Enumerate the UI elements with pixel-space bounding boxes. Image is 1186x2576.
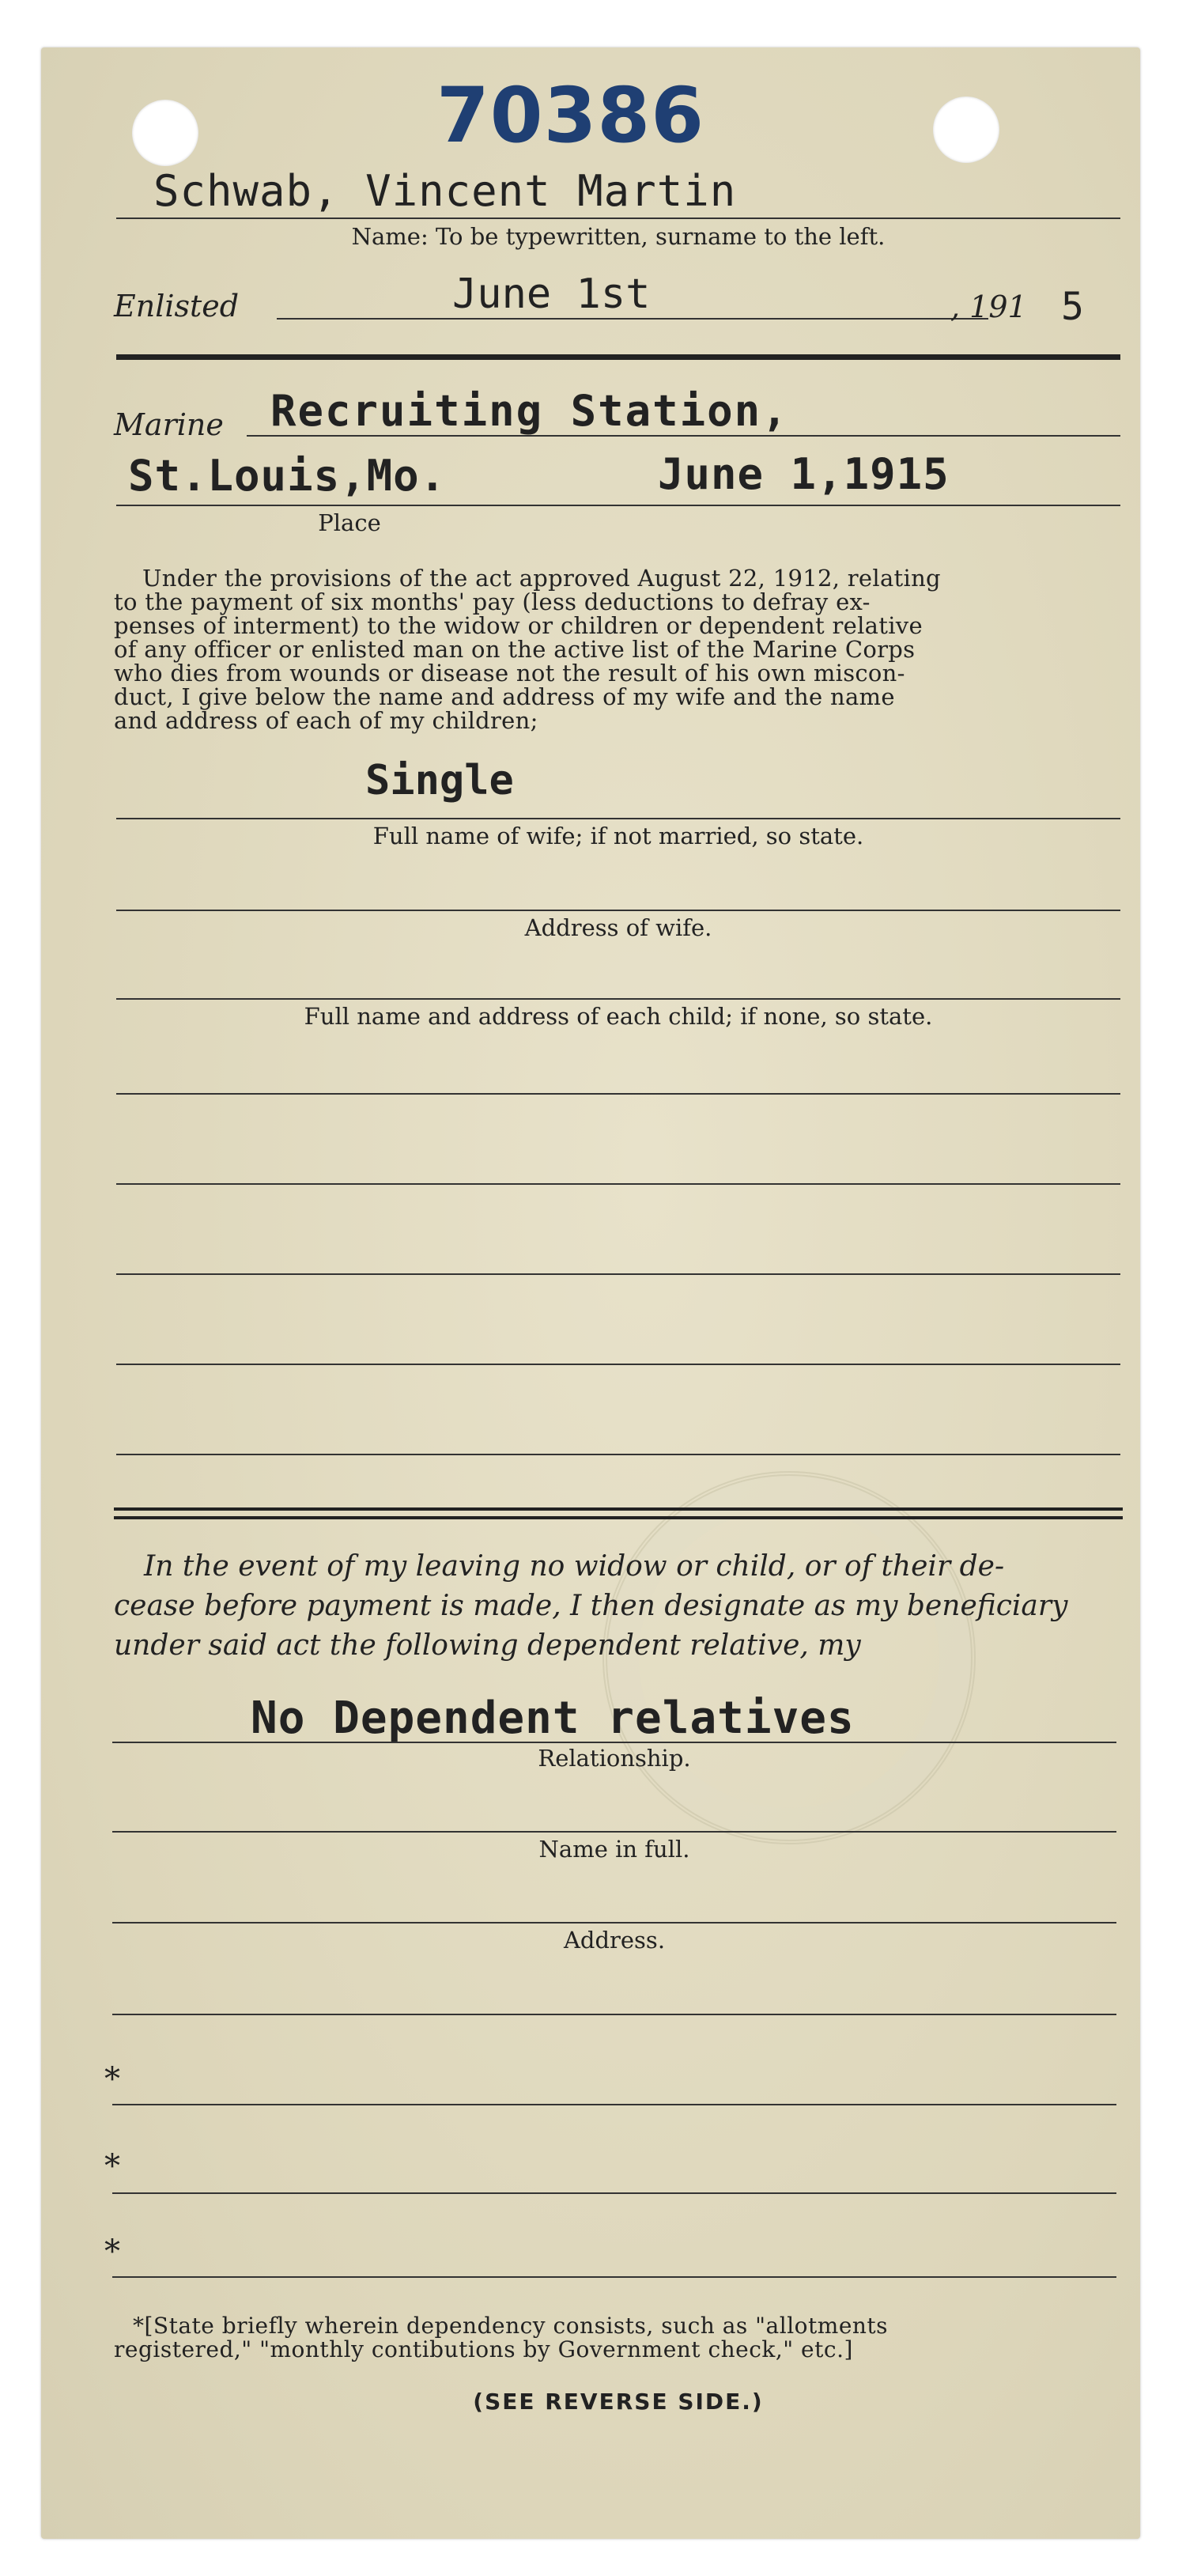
station-place: St.Louis,Mo.	[128, 451, 447, 501]
name-line	[116, 218, 1120, 219]
provision-line: duct, I give below the name and address of my wife and the name	[114, 683, 895, 710]
dependency-line	[112, 2192, 1116, 2194]
beneficiary-line: cease before payment is made, I then designate as my beneficiary	[114, 1590, 1068, 1622]
beneficiary-line: In the event of my leaving no widow or child, or of their de-	[144, 1550, 1005, 1583]
section-divider-top	[116, 354, 1120, 360]
section-divider-middle	[114, 1507, 1123, 1511]
place-caption: Place	[318, 509, 381, 536]
form-number: 70386	[436, 71, 704, 160]
asterisk-marker: *	[104, 2148, 120, 2184]
name-in-full-caption: Name in full.	[538, 1836, 690, 1863]
dependency-line	[112, 2014, 1116, 2015]
relationship-line	[112, 1742, 1116, 1743]
enlistment-form-card	[41, 47, 1140, 2539]
see-reverse-note: (SEE REVERSE SIDE.)	[473, 2389, 764, 2415]
wife-name-caption: Full name of wife; if not married, so state.	[372, 823, 864, 849]
wife-address-line	[116, 910, 1120, 911]
address-line	[112, 1922, 1116, 1923]
footnote-line: *[State briefly wherein dependency consists, such as "allotments	[133, 2313, 889, 2339]
wife-name-line	[116, 818, 1120, 819]
child-line	[116, 1364, 1120, 1365]
name-caption: Name: To be typewritten, surname to the left.	[351, 223, 886, 250]
station-date: June 1,1915	[658, 449, 950, 499]
provision-line: penses of interment) to the widow or children or dependent relative	[114, 612, 923, 639]
punch-hole-left	[132, 100, 198, 166]
footnote-line: registered," "monthly contibutions by Government check," etc.]	[114, 2336, 853, 2362]
wife-address-caption: Address of wife.	[524, 914, 712, 941]
name-in-full-line	[112, 1831, 1116, 1833]
enlisted-year-suffix: 5	[1061, 285, 1084, 329]
enlisted-year-prefix: , 191	[950, 289, 1027, 324]
asterisk-marker: *	[104, 2234, 120, 2270]
station-value: Recruiting Station,	[270, 386, 789, 436]
relationship-caption: Relationship.	[538, 1745, 691, 1772]
provision-line: of any officer or enlisted man on the active list of the Marine Corps	[114, 636, 916, 663]
place-line	[116, 505, 1120, 506]
footnote	[114, 2314, 1126, 2362]
provision-paragraph	[114, 566, 1126, 732]
children-caption: Full name and address of each child; if none, so state.	[304, 1003, 933, 1030]
dependency-line	[112, 2276, 1116, 2278]
station-label: Marine	[114, 407, 224, 442]
beneficiary-paragraph	[114, 1547, 1126, 1666]
enlisted-date: June 1st	[452, 270, 651, 318]
dependency-line	[112, 2104, 1116, 2105]
provision-line: and address of each of my children;	[114, 707, 538, 734]
enlisted-label: Enlisted	[114, 289, 240, 323]
name-value: Schwab, Vincent Martin	[153, 166, 737, 216]
provision-line: Under the provisions of the act approved August 22, 1912, relating	[142, 565, 941, 592]
punch-hole-right	[933, 96, 999, 163]
address-caption: Address.	[563, 1927, 666, 1954]
child-line	[116, 1273, 1120, 1275]
enlisted-line	[277, 318, 988, 320]
station-line	[247, 435, 1120, 437]
section-divider-middle	[114, 1516, 1123, 1519]
provision-line: who dies from wounds or disease not the result of his own miscon-	[114, 660, 905, 687]
child-line	[116, 1183, 1120, 1185]
dependent-value: No Dependent relatives	[251, 1693, 855, 1744]
asterisk-marker: *	[104, 2061, 120, 2097]
wife-value: Single	[365, 757, 514, 804]
beneficiary-line: under said act the following dependent relative, my	[114, 1629, 861, 1662]
children-caption-line	[116, 998, 1120, 1000]
child-line	[116, 1093, 1120, 1095]
child-line	[116, 1454, 1120, 1455]
provision-line: to the payment of six months' pay (less deductions to defray ex-	[114, 588, 871, 615]
